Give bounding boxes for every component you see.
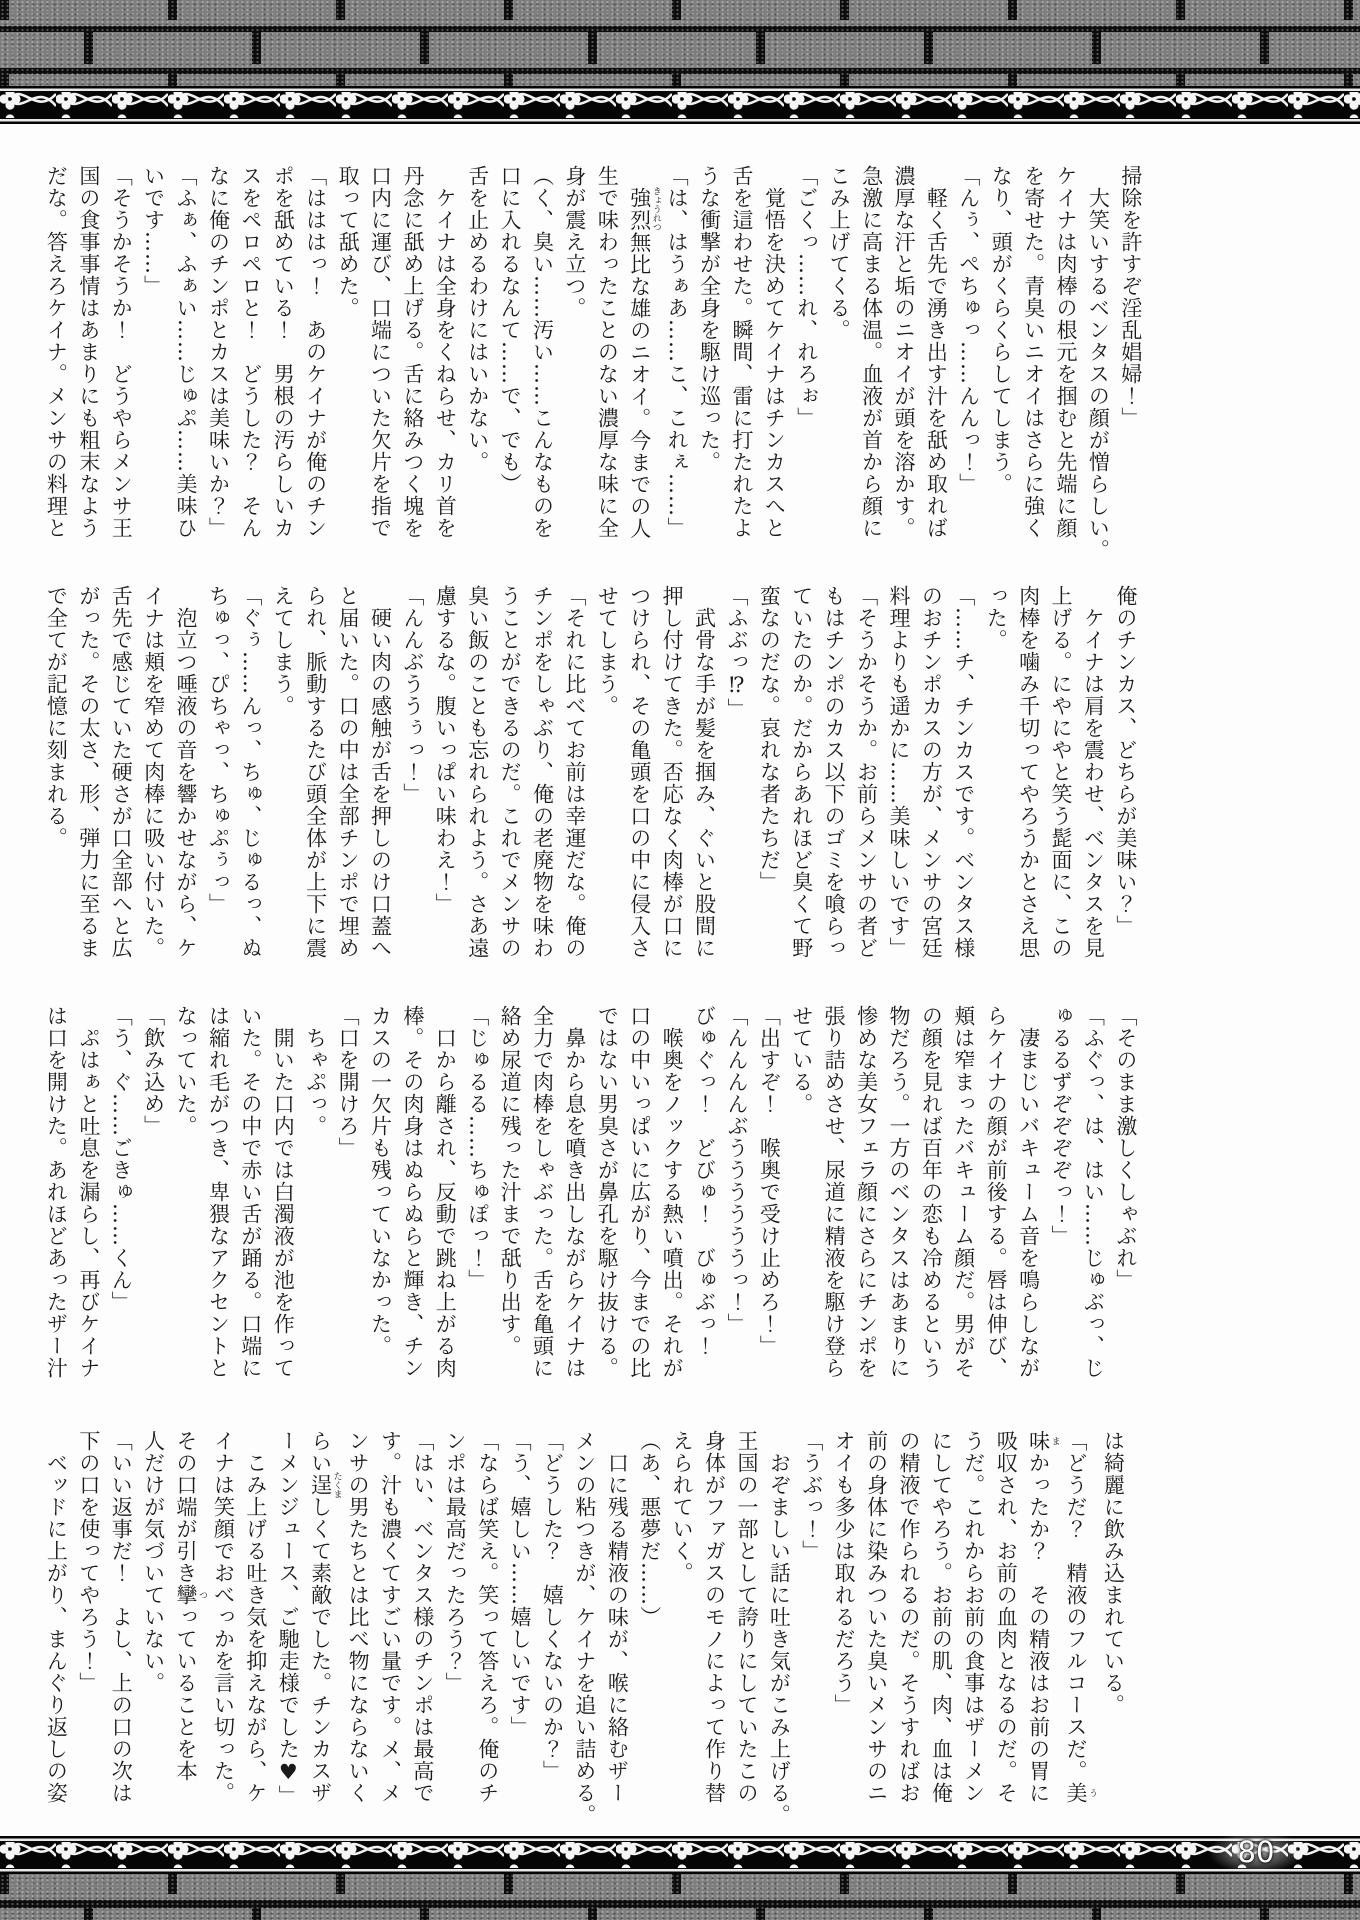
text-column: 口から離され、反動で跳ね上がる肉 — [433, 1005, 458, 1379]
text-column: 俺のチンカス、どちらが美味い？」 — [1113, 585, 1138, 937]
text-column: 「飲み込め」 — [141, 1005, 166, 1137]
text-column: イナは頬を窄めて肉棒に吸い付いた。 — [141, 585, 166, 959]
text-column: せている。 — [789, 1005, 814, 1115]
text-column: （く、臭い……汚い……こんなものを — [530, 165, 555, 539]
text-column: 「ぐぅ……んっ、ちゅ、じゅるっ、ぬ — [238, 585, 263, 959]
text-column: ーメンジュース、ご馳走様でした♥」 — [276, 1430, 301, 1807]
text-column: ベッドに上がり、まんぐり返しの姿 — [44, 1430, 69, 1804]
text-column: スをペロペロと！ どうした？ そん — [238, 165, 263, 539]
text-column: 「はははっ！ あのケイナが俺のチン — [303, 165, 328, 539]
text-column: 身が震え立つ。 — [562, 165, 587, 319]
text-band-4 — [40, 1430, 1129, 1826]
text-column: 「それに比べてお前は幸運だな。俺の — [562, 585, 587, 959]
text-column: 「ふぐっ、は、はい……じゅぶっ、じ — [1081, 1005, 1106, 1379]
text-column: 武骨な手が髪を掴み、ぐいと股間に — [692, 585, 717, 959]
text-column: ぷはぁと吐息を漏らし、再びケイナ — [76, 1005, 101, 1379]
text-column: 丹念に舐め上げる。舌に絡みつく塊を — [400, 165, 425, 539]
text-column: いた。その中で赤い舌が踊る。口端に — [238, 1005, 263, 1379]
text-column: メンの粘つきが、ケイナを追い詰める。 — [572, 1430, 597, 1826]
text-column: 鼻から息を噴き出しながらケイナは — [562, 1005, 587, 1379]
text-column: 「ふぁ、ふぁい……じゅぷ……美味ひ — [174, 165, 199, 539]
text-column: らケイナの顔が前後する。唇は伸び、 — [984, 1005, 1009, 1379]
text-column: 取って舐めた。 — [336, 165, 361, 319]
text-column: 臭い飯のことも忘れられよう。さあ遠 — [465, 585, 490, 959]
text-column: なっていた。 — [174, 1005, 199, 1137]
text-column: 人だけが気づいていない。 — [141, 1430, 166, 1694]
text-column: 「う、ぐ……ごきゅ……くん」 — [109, 1005, 134, 1313]
text-column: 「じゅるる……ちゅぽっ！」 — [465, 1005, 490, 1291]
text-column: 「んぅ、ぺちゅっ……んんっ！」 — [956, 165, 981, 495]
text-column: 急激に高まる体温。血液が首から顔に — [859, 165, 884, 539]
novel-text — [0, 124, 1360, 1836]
text-column: 慮するな。腹いっぱい味わえ！」 — [433, 585, 458, 915]
text-column: うだ。これからお前の食事はザーメン — [961, 1430, 986, 1804]
text-column: オイも多少は取れるだろう」 — [832, 1430, 857, 1716]
text-column: のおチンポカスの方が、メンサの宮廷 — [919, 585, 944, 959]
text-column: ケイナは全身をくねらせ、カリ首を — [433, 165, 458, 539]
ruby-annotated-text: 美 う — [1064, 1782, 1097, 1804]
text-column: にしてやろう。お前の肌、肉、血は俺 — [929, 1430, 954, 1804]
text-column: と届いた。口の中は全部チンポで埋め — [336, 585, 361, 959]
top-floral-border — [0, 86, 1360, 124]
text-column: えられていく。 — [670, 1430, 695, 1584]
text-column: チンポをしゃぶり、俺の老廃物を味わ — [530, 585, 555, 959]
text-column: 張り詰めさせ、尿道に精液を駆け登ら — [822, 1005, 847, 1379]
text-column: 濃厚な汗と垢のニオイが頭を溶かす。 — [891, 165, 916, 539]
top-brick-border — [0, 0, 1360, 86]
text-column: 王国の一部として誇りにしていたこの — [734, 1430, 759, 1804]
text-column: 舌を這わせた。瞬間、雷に打たれたよ — [729, 165, 754, 539]
text-column: られ、脈動するたび頭全体が上下に震 — [303, 585, 328, 959]
text-column: おぞましい話に吐き気がこみ上げる。 — [767, 1430, 792, 1826]
text-column: 国の食事事情はあまりにも粗末なよう — [76, 165, 101, 539]
ruby-annotated-text: 味 ま — [1026, 1430, 1060, 1452]
text-column: 口の中いっぱいに広がり、今までの比 — [627, 1005, 652, 1379]
text-column: カスの一欠片も残っていなかった。 — [368, 1005, 393, 1357]
text-column: ンサの男たちとは比べ物にならないく — [346, 1430, 371, 1804]
ruby-annotated-text: 逞 たくま — [308, 1471, 342, 1499]
text-column: 料理よりも遥かに……美味しいです」 — [886, 585, 911, 959]
text-column: 「そのまま激しくしゃぶれ」 — [1113, 1005, 1138, 1291]
text-column: った。 — [984, 585, 1009, 651]
text-column: 「ならば笑え。笑って答えろ。俺のチ — [475, 1430, 500, 1804]
text-column: は綺麗に飲み込まれている。 — [1101, 1430, 1126, 1716]
text-column: 「そうかそうか。お前らメンサの者ど — [854, 585, 879, 959]
text-column: ケイナは肩を震わせ、ベンタスを見 — [1081, 585, 1106, 959]
text-column: 喉奥をノックする熱い噴出。それが — [660, 1005, 685, 1379]
text-column: ちゅっ、ぴちゃっ、ちゅぷぅっ」 — [206, 585, 231, 915]
text-column: らい逞 たくましくて素敵でした。チンカスザ — [308, 1430, 342, 1804]
bottom-floral-border — [0, 1836, 1360, 1874]
text-column: 味 まかったか？ その精液はお前の胃に — [1026, 1430, 1060, 1804]
text-column: 「……チ、チンカスです。ベンタス様 — [951, 585, 976, 959]
text-column: 「ごくっ……れ、れろぉ」 — [794, 165, 819, 429]
text-column: なり、頭がくらくらしてしまう。 — [989, 165, 1014, 495]
text-column: 前の身体に染みついた臭いメンサのニ — [864, 1430, 889, 1804]
text-column: 押し付けてきた。否応なく肉棒が口に — [660, 585, 685, 959]
text-column: うことができるのだ。これでメンサの — [498, 585, 523, 959]
text-band-2 — [40, 585, 1142, 981]
text-column: 全力で肉棒をしゃぶった。舌を亀頭に — [530, 1005, 555, 1379]
text-column: は縮れ毛がつき、卑猥なアクセントと — [206, 1005, 231, 1379]
text-column: 物だろう。一方のベンタスはあまりに — [886, 1005, 911, 1379]
text-column: 泡立つ唾液の音を響かせながら、ケ — [174, 585, 199, 959]
text-column: なに俺のチンポとカスは美味いか？」 — [206, 165, 231, 539]
text-column: 口内に運び、口端についた欠片を指で — [368, 165, 393, 539]
text-column: 「んんぶううぅっ！」 — [400, 585, 425, 805]
text-band-1 — [40, 165, 1147, 561]
text-column: 生で味わったことのない濃厚な味に全 — [595, 165, 620, 539]
text-column: びゅぐっ！ どびゅ！ びゅぶっ！ — [692, 1005, 717, 1357]
text-column: がった。その太さ、形、弾力に至るま — [76, 585, 101, 959]
text-column: で全てが記憶に刻まれる。 — [44, 585, 69, 849]
text-column: その口端が引き攣 つっていることを本 — [174, 1430, 208, 1782]
text-column: 肉棒を噛み千切ってやろうかとさえ思 — [1016, 585, 1041, 959]
text-column: いです……」 — [141, 165, 166, 297]
text-column: ンポは最高だったろう？」 — [443, 1430, 468, 1694]
text-column: 蛮なのだな。哀れな者たちだ」 — [757, 585, 782, 893]
text-column: ていたのか。だからあれほど臭くて野 — [789, 585, 814, 959]
text-column: は口を開けた。あれほどあったザー汁 — [44, 1005, 69, 1379]
text-column: 大笑いするベンタスの顔が憎らしい。 — [1086, 165, 1111, 561]
page-number: 80 — [1208, 1830, 1304, 1874]
text-column: 頬は窄まったバキューム顔だ。男がそ — [951, 1005, 976, 1379]
text-column: 口に入れるなんて……で、でも） — [498, 165, 523, 495]
text-column: 凄まじいバキューム音を鳴らしなが — [1016, 1005, 1041, 1379]
text-column: 「どうした？ 嬉しくないのか？」 — [540, 1430, 565, 1782]
text-band-3 — [40, 1005, 1142, 1401]
bottom-brick-border — [0, 1874, 1360, 1920]
text-column: 「いい返事だ！ よし、上の口の次は — [109, 1430, 134, 1804]
ruby-annotated-text: 強烈 きょうれつ — [627, 186, 661, 232]
text-column: の精液で作られるのだ。そうすればお — [896, 1430, 921, 1804]
text-column: 上げる。にやにやと笑う髭面に、この — [1049, 585, 1073, 959]
text-column: 強烈 きょうれつ無比な雄のニオイ。今までの人 — [627, 186, 661, 540]
text-column: 「んんんんぶううううううっ！」 — [724, 1005, 749, 1335]
text-column: 口に残る精液の味が、喉に絡むザー — [605, 1430, 630, 1804]
text-column: だな。答えろケイナ。メンサの料理と — [44, 165, 69, 539]
text-column: イナは笑顔でおべっかを言い切った。 — [211, 1430, 236, 1804]
text-column: 「うぶっ！」 — [799, 1430, 824, 1562]
text-column: 開いた口内では白濁液が池を作って — [271, 1005, 296, 1379]
text-column: 「は、はうぁあ……こ、これぇ……」 — [665, 165, 690, 539]
text-column: 「どうだ？ 精液のフルコースだ。美 う — [1064, 1430, 1097, 1804]
text-column: 「う、嬉しい……嬉しいです」 — [508, 1430, 533, 1738]
text-column: 「はい、ベンタス様のチンポは最高で — [410, 1430, 435, 1804]
text-column: 軽く舌先で湧き出す汁を舐め取れば — [924, 165, 949, 539]
text-column: 惨めな美女フェラ顔にさらにチンポを — [854, 1005, 879, 1379]
text-column: 棒。その肉身はぬらぬらと輝き、チン — [400, 1005, 425, 1379]
text-column: 舌先で感じていた硬さが口全部へと広 — [109, 585, 134, 959]
text-column: を寄せた。青臭いニオイはさらに強く — [1021, 165, 1046, 539]
text-column: うな衝撃が全身を駆け巡った。 — [697, 165, 722, 473]
text-column: もはチンポのカス以下のゴミを喰らっ — [822, 585, 847, 959]
text-column: こみ上げてくる。 — [827, 165, 852, 341]
text-column: ゅるるずぞぞぞぞっ！」 — [1049, 1005, 1073, 1247]
text-column: 掃除を許すぞ淫乱娼婦！」 — [1118, 165, 1143, 429]
text-column: えてしまう。 — [271, 585, 296, 717]
text-column: 身体がファガスのモノによって作り替 — [702, 1430, 727, 1804]
text-column: ちゃぷっ。 — [303, 1005, 328, 1137]
text-column: つけられ、その亀頭を口の中に侵入さ — [627, 585, 652, 959]
text-column: 「そうかそうか！ どうやらメンサ王 — [109, 165, 134, 539]
ruby-annotated-text: 攣 つ — [174, 1584, 208, 1606]
text-column: 絡め尿道に残った汁まで舐り出す。 — [498, 1005, 523, 1357]
text-column: （あ、悪夢だ……） — [637, 1430, 662, 1628]
text-column: 下の口を使ってやろう！」 — [76, 1430, 101, 1694]
text-column: す。汁も濃くてすごい量です。メ、メ — [378, 1430, 403, 1804]
text-column: 「ふぶっ⁉」 — [724, 585, 749, 720]
text-column: こみ上げる吐き気を抑えながら、ケ — [243, 1430, 268, 1804]
text-column: せてしまう。 — [595, 585, 620, 717]
text-column: 「出すぞ！ 喉奥で受け止めろ！」 — [757, 1005, 782, 1357]
text-column: の顔を見れば百年の恋も冷めるという — [919, 1005, 944, 1379]
text-column: 覚悟を決めてケイナはチンカスへと — [762, 165, 787, 539]
text-column: ケイナは肉棒の根元を掴むと先端に顔 — [1054, 165, 1078, 539]
text-column: 「口を開けろ」 — [336, 1005, 361, 1159]
text-column: 吸収され、お前の血肉となるのだ。そ — [994, 1430, 1019, 1804]
text-column: ポを舐めている！ 男根の汚らしいカ — [271, 165, 296, 539]
text-column: 硬い肉の感触が舌を押しのけ口蓋へ — [368, 585, 393, 959]
text-column: 舌を止めるわけにはいかない。 — [465, 165, 490, 473]
text-column: ではない男臭さが鼻孔を駆け抜ける。 — [595, 1005, 620, 1379]
